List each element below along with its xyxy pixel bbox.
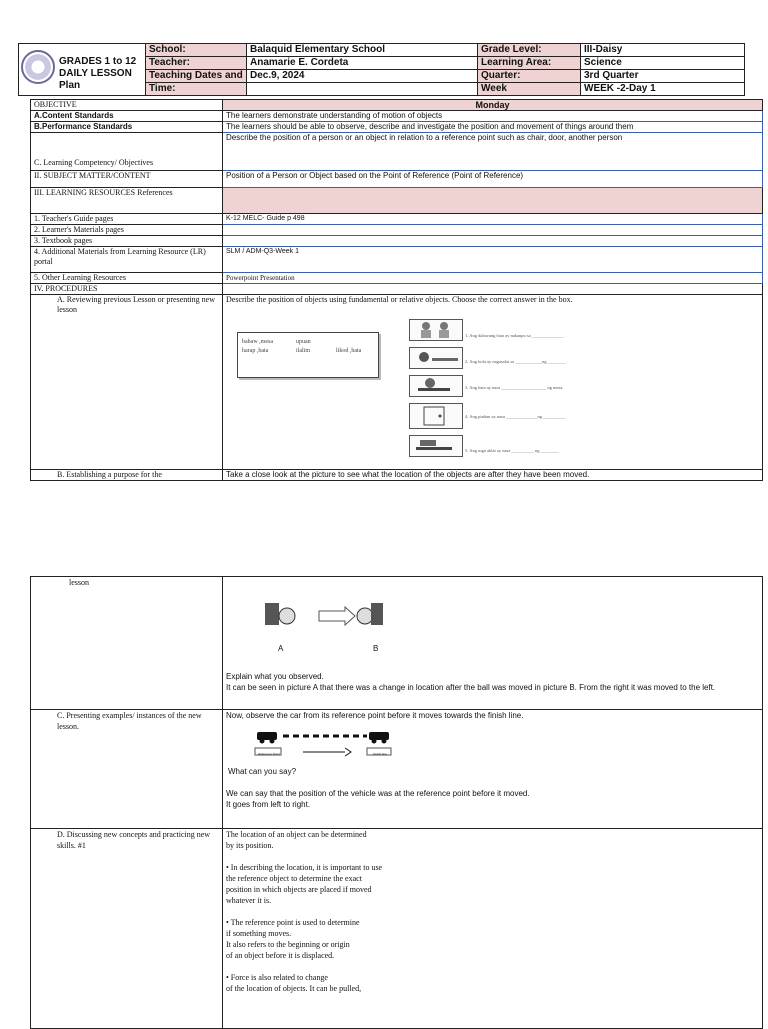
deped-seal-icon	[21, 50, 55, 84]
lesson-label-continued: lesson	[31, 577, 223, 710]
d-line-11: • Force is also related to change	[226, 973, 328, 982]
content-standards-label: A.Content Standards	[31, 111, 223, 122]
explain-question: Explain what you observed.	[226, 672, 324, 681]
procedure-d-cell	[223, 829, 763, 1029]
lr-label: 4. Additional Materials from Learning Resource (LR) portal	[31, 247, 223, 273]
books-table-icon	[410, 436, 462, 456]
procedure-c-text: Now, observe the car from its reference point before it moves towards the finish line.	[226, 711, 524, 720]
item-3-text: 3. Ang bata ay nasa ____________________ ng mesa.	[465, 385, 564, 390]
item-5-text: 5. Ang mga aklat ay nasa __________ ng ________	[465, 448, 559, 453]
lm-text	[223, 225, 763, 236]
subject-label: II. SUBJECT MATTER/CONTENT	[31, 171, 223, 188]
learning-area-value: Science	[581, 57, 745, 70]
child-table-icon	[410, 376, 462, 396]
d-line-1: The location of an object can be determined	[226, 830, 367, 839]
explain-answer: It can be seen in picture A that there was a change in location after the ball was moved in picture B. From the right it was moved to the left.	[226, 683, 716, 692]
procedure-a-cell	[223, 295, 763, 470]
dates-value: Dec.9, 2024	[247, 70, 478, 83]
teacher-label: Teacher:	[146, 57, 247, 70]
other-text: Powerpoint Presentation	[223, 273, 763, 284]
lr-text: SLM / ADM-Q3-Week 1	[223, 247, 763, 273]
procedure-c-label: C. Presenting examples/ instances of the new lesson.	[31, 710, 223, 829]
quarter-value: 3rd Quarter	[581, 70, 745, 83]
two-children-icon	[410, 320, 462, 340]
word-choice-1: babaw ,mesa	[242, 339, 273, 345]
content-standards-text: The learners demonstrate understanding of motion of objects	[223, 111, 763, 122]
picture-b-label: B	[373, 644, 379, 653]
lesson-plan-table	[30, 99, 763, 481]
procedures-label: IV. PROCEDURES	[31, 284, 223, 295]
d-line-2: by its position.	[226, 841, 274, 850]
picture-a-label: A	[278, 644, 284, 653]
deped-logo-cell	[19, 44, 146, 96]
item-4-picture	[409, 403, 463, 429]
lm-label: 2. Learner's Materials pages	[31, 225, 223, 236]
competency-label: C. Learning Competency/ Objectives	[31, 133, 223, 171]
d-line-6: whatever it is.	[226, 896, 272, 905]
procedure-c-question: What can you say?	[228, 767, 297, 776]
d-line-8: if something moves.	[226, 929, 292, 938]
item-3-picture	[409, 375, 463, 397]
school-label: School:	[146, 44, 247, 57]
other-label: 5. Other Learning Resources	[31, 273, 223, 284]
item-1-picture	[409, 319, 463, 341]
d-line-9: It also refers to the beginning or origin	[226, 940, 350, 949]
d-line-4: the reference object to determine the exact	[226, 874, 362, 883]
week-value: WEEK -2-Day 1	[581, 83, 745, 96]
grade-level-value: III-Daisy	[581, 44, 745, 57]
time-label: Time:	[146, 83, 247, 96]
school-value: Balaquid Elementary School	[247, 44, 478, 57]
tb-text	[223, 236, 763, 247]
procedure-b-text: Take a close look at the picture to see what the location of the objects are after they have been moved.	[223, 470, 763, 481]
resources-label: III. LEARNING RESOURCES References	[31, 188, 223, 214]
subject-text: Position of a Person or Object based on the Point of Reference (Point of Reference)	[223, 171, 763, 188]
procedure-c-answer-2: It goes from left to right.	[226, 800, 311, 809]
tg-text: K-12 MELC- Guide p 498	[223, 214, 763, 225]
observation-cell	[223, 577, 763, 710]
quarter-label: Quarter:	[478, 70, 581, 83]
explain-block	[226, 671, 758, 693]
ball-moved-diagram	[263, 599, 383, 631]
item-2-text: 2. Ang bola ay nagasalat sa ____________ng ________ .	[465, 359, 568, 364]
procedure-d-label: D. Discussing new concepts and practicing new skills. #1	[31, 829, 223, 1029]
competency-text: Describe the position of a person or an object in relation to a reference point such as chair, door, another person	[223, 133, 763, 171]
item-2-picture	[409, 347, 463, 369]
performance-standards-text: The learners should be able to observe, describe and investigate the position and movement of things around them	[223, 122, 763, 133]
ball-table-icon	[410, 348, 462, 368]
lesson-plan-table-continued	[30, 576, 763, 1029]
performance-standards-label: B.Performance Standards	[31, 122, 223, 133]
d-line-12: of the location of objects. It can be pulled,	[226, 984, 362, 993]
grades-label: GRADES 1 to 12	[59, 56, 137, 67]
dlp-label: DAILY LESSON Plan	[59, 68, 132, 91]
item-4-text: 4. Ang pinhan ay nasa ______________ng __________	[465, 414, 566, 419]
reference-point-tag: Reference Point	[258, 752, 280, 756]
procedures-cell	[223, 284, 763, 295]
word-choice-3: harap ,bata	[242, 348, 269, 354]
word-choice-4: ilalim	[296, 348, 310, 354]
resources-cell	[223, 188, 763, 214]
item-1-text: 1. Ang dalawang bata ay nakaupo sa ______________ .	[465, 333, 566, 338]
door-icon	[410, 404, 462, 428]
week-label: Week	[478, 83, 581, 96]
d-line-10: of an object before it is displaced.	[226, 951, 335, 960]
tg-label: 1. Teacher's Guide pages	[31, 214, 223, 225]
item-5-picture	[409, 435, 463, 457]
learning-area-label: Learning Area:	[478, 57, 581, 70]
teacher-value: Anamarie E. Cordeta	[247, 57, 478, 70]
procedure-c-answer-1: We can say that the position of the vehicle was at the reference point before it moved.	[226, 789, 530, 798]
word-choice-2: upuan	[296, 339, 311, 345]
finish-line-tag: Finish line	[373, 752, 387, 756]
time-value	[247, 83, 478, 96]
word-choice-box	[237, 332, 379, 378]
d-line-7: • The reference point is used to determine	[226, 918, 360, 927]
tb-label: 3. Textbook pages	[31, 236, 223, 247]
procedure-b-label: B. Establishing a purpose for the	[31, 470, 223, 481]
dates-label: Teaching Dates and	[146, 70, 247, 83]
procedure-c-cell	[223, 710, 763, 829]
d-line-5: position in which objects are placed if moved	[226, 885, 372, 894]
procedure-a-text: Describe the position of objects using fundamental or relative objects. Choose the correct answer in the box.	[226, 295, 573, 304]
word-choice-5: likod ,bata	[336, 348, 362, 354]
day-header: Monday	[223, 100, 763, 111]
lesson-plan-title	[59, 56, 145, 92]
lesson-plan-header	[18, 43, 745, 96]
procedure-a-label: A. Reviewing previous Lesson or presenting new lesson	[31, 295, 223, 470]
objective-label: OBJECTIVE	[31, 100, 223, 111]
grade-level-label: Grade Level:	[478, 44, 581, 57]
d-line-3: • In describing the location, it is important to use	[226, 863, 383, 872]
